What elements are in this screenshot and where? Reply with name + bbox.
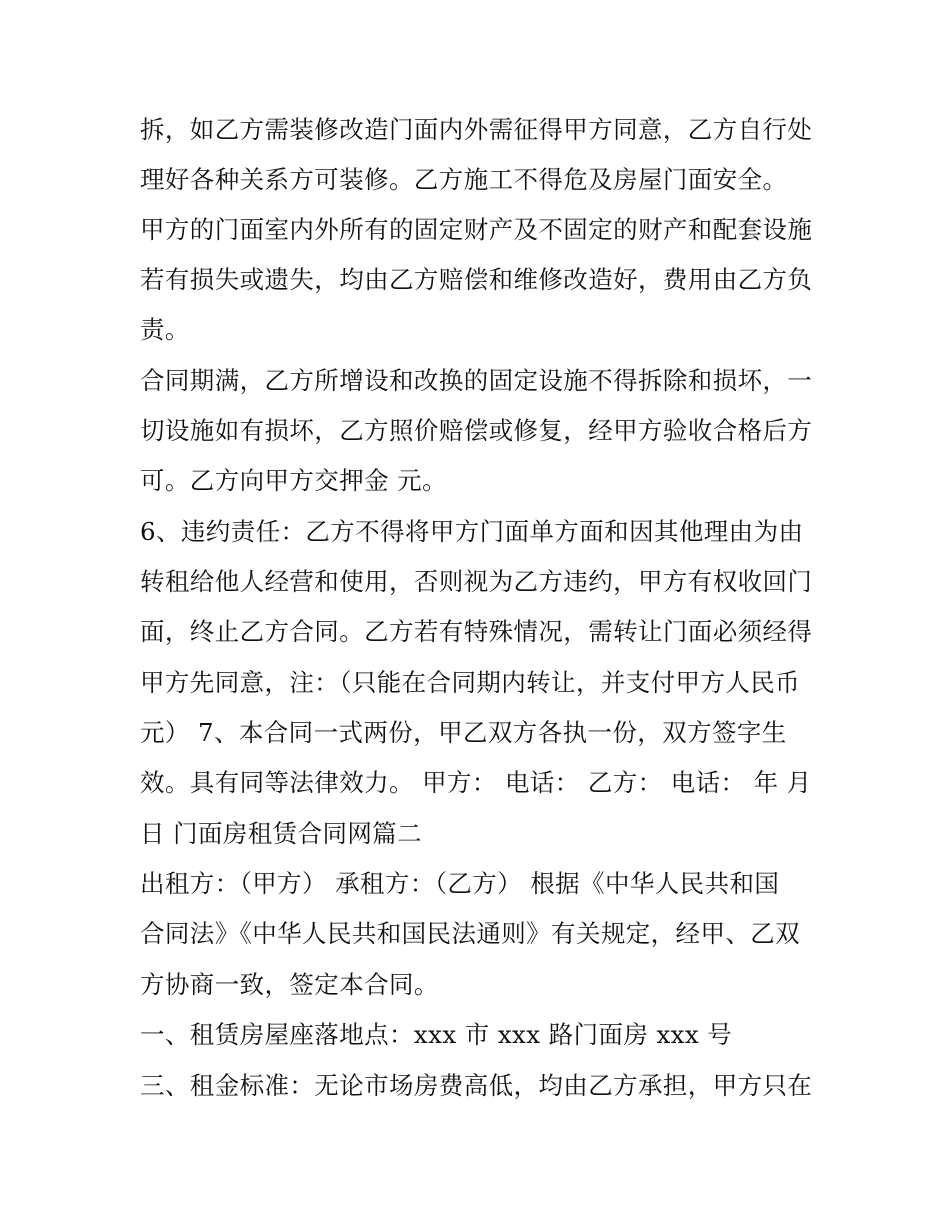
text-line: 责。 [140,315,190,344]
text-line: 甲方的门面室内外所有的固定财产及不固定的财产和配套设施 [140,215,813,244]
text-line: 拆，如乙方需装修改造门面内外需征得甲方同意，乙方自行处 [140,115,813,144]
text-line: 转租给他人经营和使用，否则视为乙方违约，甲方有权收回门 [140,567,813,596]
text-line: 切设施如有损坏，乙方照价赔偿或修复，经甲方验收合格后方 [140,416,813,445]
text-line: 一、租赁房屋座落地点：xxx 市 xxx 路门面房 xxx 号 [140,1020,733,1049]
text-line: 合同期满，乙方所增设和改换的固定设施不得拆除和损坏，一 [140,366,813,395]
text-line: 6、违约责任：乙方不得将甲方门面单方面和因其他理由为由 [140,517,804,546]
text-line: 效。具有同等法律效力。 甲方： 电话： 乙方： 电话： 年 月 [140,768,812,797]
text-line: 出租方：（甲方） 承租方：（乙方） 根据《中华人民共和国 [140,869,780,898]
text-line: 甲方先同意，注：（只能在合同期内转让，并支付甲方人民币 [140,668,801,697]
text-line: 可。乙方向甲方交押金 元。 [140,466,447,495]
text-line: 若有损失或遗失，均由乙方赔偿和维修改造好，费用由乙方负 [140,265,813,294]
text-line: 日 门面房租赁合同网篇二 [140,819,423,848]
text-line: 方协商一致，签定本合同。 [140,970,439,999]
text-line: 元） 7、本合同一式两份，甲乙双方各执一份，双方签字生 [140,718,787,747]
text-line: 面，终止乙方合同。乙方若有特殊情况，需转让门面必须经得 [140,617,813,646]
text-line: 合同法》《中华人民共和国民法通则》有关规定，经甲、乙双 [140,919,801,948]
text-line: 理好各种关系方可装修。乙方施工不得危及房屋门面安全。 [140,165,788,194]
text-line: 三、租金标准：无论市场房费高低，均由乙方承担，甲方只在 [140,1071,813,1100]
